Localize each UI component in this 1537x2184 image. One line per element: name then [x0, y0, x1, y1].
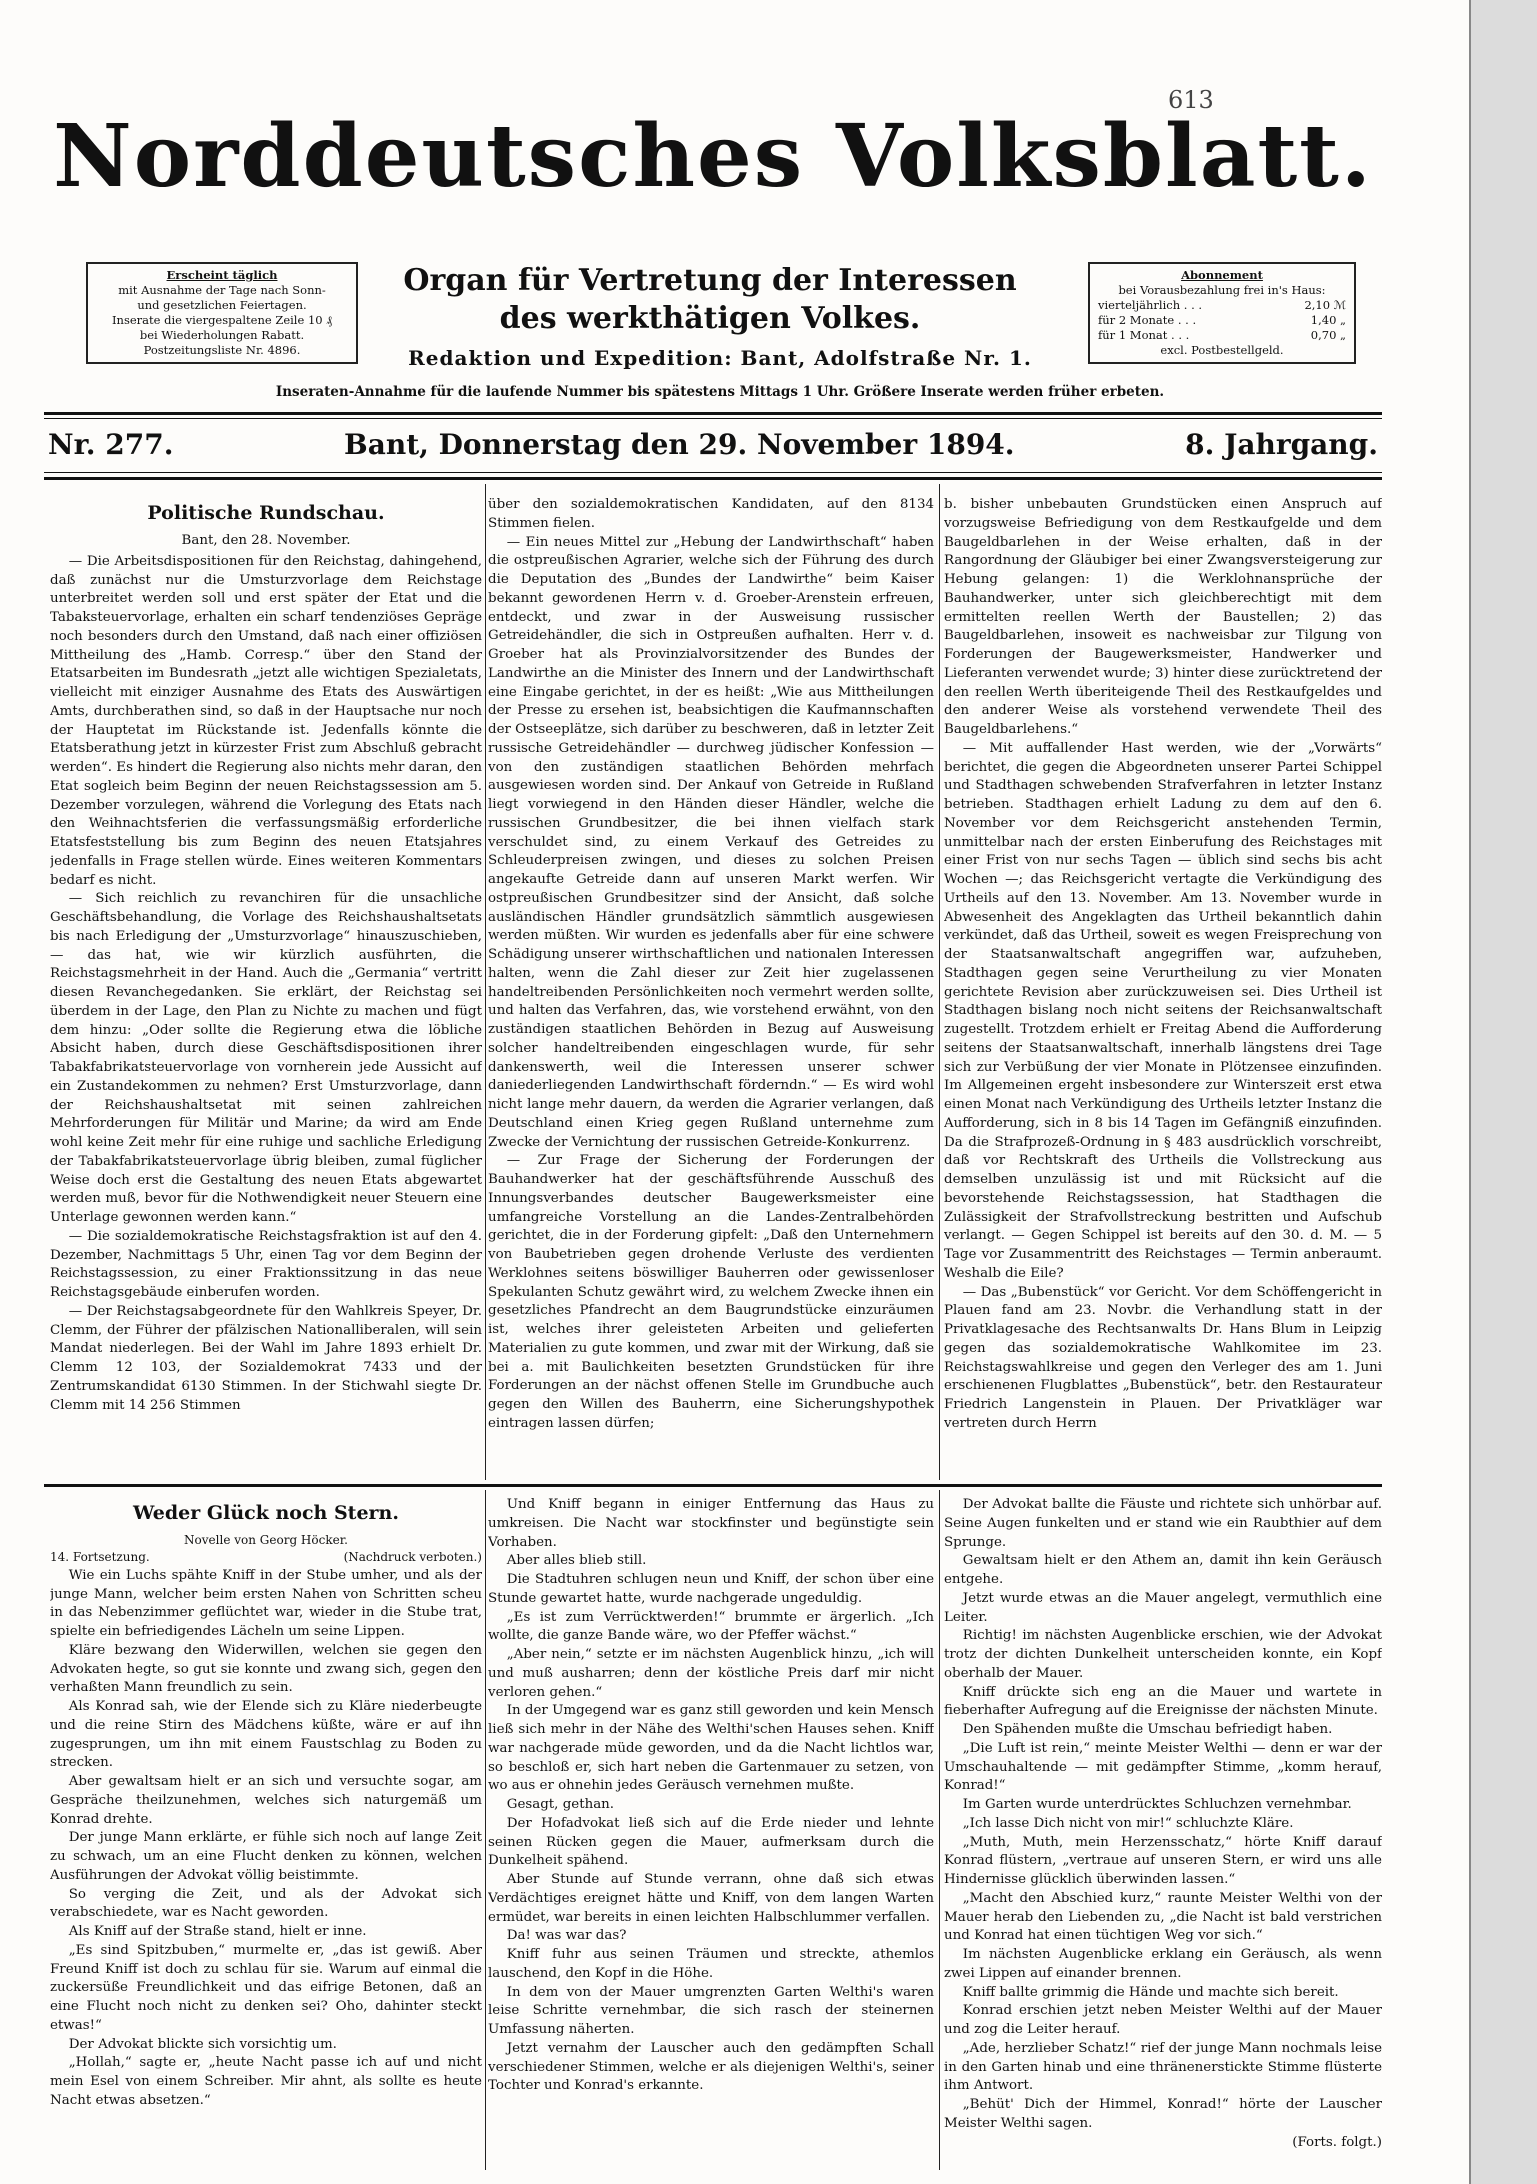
story-paragraph: „Ich lasse Dich nicht von mir!“ schluchzte Kläre. — [962, 1815, 1294, 1831]
story-paragraph: Der Hofadvokat ließ sich auf die Erde nieder und lehnte seinen Rücken gegen die Mauer, aufmerksam durch die Dunkelheit spähend. — [488, 1815, 934, 1869]
publication-info-box — [86, 262, 358, 364]
issue-number: Nr. 277. — [48, 428, 174, 461]
story-paragraph: Im nächsten Augenblicke erklang ein Geräusch, als wenn zwei Lippen auf einander brennen. — [944, 1947, 1382, 1981]
story-paragraph: Richtig! im nächsten Augenblicke erschien, wie der Advokat trotz der dichten Dunkelheit unterscheiden konnte, ein Kopf oberhalb der Mauer. — [944, 1628, 1382, 1681]
politics-column-2 — [488, 496, 934, 1476]
price-value: 2,10 ℳ — [1304, 298, 1346, 312]
rule — [44, 477, 1382, 480]
story-paragraph: Aber gewaltsam hielt er an sich und versuchte sogar, am Gespräche theilzunehmen, welches sich naturgemäß um Konrad drehte. — [50, 1774, 482, 1827]
story-paragraph: Kniff fuhr aus seinen Träumen und streckte, athemlos lauschend, den Kopf in die Höhe. — [488, 1947, 934, 1981]
story-paragraph: Gesagt, gethan. — [506, 1797, 615, 1812]
story-paragraph: „Muth, Muth, mein Herzensschatz,“ hörte Kniff darauf Konrad flüstern, „vertraue auf unseren Stern, er wird uns alle Hindernisse glücklich überwinden lassen.“ — [944, 1834, 1382, 1887]
price-value: 0,70 „ — [1310, 328, 1346, 342]
article-paragraph: — Sich reichlich zu revanchiren für die unsachliche Geschäftsbehandlung, die Vorlage des Reichshaushaltsetats bis nach Erledigung der „Umsturzvorlage“ hinauszuschieben, — das hat, wie wir kürzlich ausführten, die Reichstagsmehrheit in der Hand. Auch die „Germania“ vertritt diesen Revanchegedanken. Sie erklärt, der Reichstag sei überdem in der Lage, den Plan zu Nichte zu machen und fügt dem hinzu: „Oder sollte die Regierung etwa die löbliche Absicht haben, durch diese Geschäftsdispositionen ihrer Tabakfabrikatsteuervorlage von vornherein jede Aussicht auf ein Zustandekommen zu nehmen? Erst Umsturzvorlage, dann der Reichshaushaltsetat mit seinen zahlreichen Mehrforderungen für Militär und Marine; da wird am Ende wohl keine Zeit mehr für eine ruhige und sachliche Erledigung der Tabakfabrikatsteuervorlage übrig bleiben, zumal füglicher Weise doch erst die Gestaltung des neuen Etats abgewartet werden muß, bevor für die Nothwendigkeit neuer Steuern eine Unterlage gewonnen werden kann.“ — [50, 891, 482, 1225]
article-paragraph: über den sozialdemokratischen Kandidaten, auf den 8134 Stimmen fielen. — [488, 497, 934, 531]
story-paragraph: Da! was war das? — [506, 1928, 627, 1944]
story-paragraph: „Hollah,“ sagte er, „heute Nacht passe ich auf und nicht mein Esel von einem Schreiber. Mir ahnt, als sollte es heute Nacht etwas absetzen.“ — [50, 2055, 482, 2108]
editorial-address: Redaktion und Expedition: Bant, Adolfstraße Nr. 1. — [408, 346, 1032, 370]
column-rule — [939, 1490, 940, 2170]
article-paragraph: — Der Reichstagsabgeordnete für den Wahlkreis Speyer, Dr. Clemm, der Führer der pfälzischen Nationalliberalen, will sein Mandat niederlegen. Bei der Wahl im Jahre 1893 erhielt Dr. Clemm 12 103, der Sozialdemokrat 7433 und der Zentrumskandidat 6130 Stimmen. In der Stichwahl siegte Dr. Clemm mit 14 256 Stimmen — [50, 1303, 482, 1413]
price-value: 1,40 „ — [1310, 313, 1346, 327]
story-paragraph: Den Spähenden mußte die Umschau befriedigt haben. — [962, 1722, 1333, 1737]
story-paragraph: In dem von der Mauer umgrenzten Garten Welthi's waren leise Schritte vernehmbar, die sich rasch der steinernen Umfassung näherten. — [488, 1984, 934, 2037]
story-paragraph: Kniff ballte grimmig die Hände und machte sich bereit. — [962, 1984, 1339, 2000]
page-number: 613 — [1168, 86, 1214, 114]
binding-edge — [1469, 0, 1537, 2184]
subtitle-line: des werkthätigen Volkes. — [499, 301, 921, 336]
story-paragraph: Aber alles blieb still. — [506, 1553, 647, 1569]
section-heading: Politische Rundschau. — [147, 502, 385, 524]
article-paragraph: — Die sozialdemokratische Reichstagsfraktion ist auf den 4. Dezember, Nachmittags 5 Uhr, einen Tag vor dem Beginn der Reichstagssession, zu einer Fraktionssitzung in das neue Reichstagsgebäude einberufen worden. — [50, 1228, 482, 1300]
story-paragraph: Der Advokat blickte sich vorsichtig um. — [68, 2036, 337, 2052]
story-paragraph: Die Stadtuhren schlugen neun und Kniff, der schon über eine Stunde gewartet hatte, wurde nachgerade ungeduldig. — [488, 1572, 934, 1606]
price-row — [1098, 298, 1346, 313]
subscription-box — [1088, 262, 1356, 364]
continued-note: (Forts. folgt.) — [1292, 2134, 1382, 2150]
story-paragraph: Als Konrad sah, wie der Elende sich zu Kläre niederbeugte und die reine Stirn des Mädchens küßte, wäre er auf ihn zugesprungen, um ihn mit einem Faustschlag zu Boden zu strecken. — [50, 1699, 482, 1771]
subscription-intro: bei Vorausbezahlung frei in's Haus: — [1118, 283, 1326, 297]
price-label: vierteljährlich . . . — [1098, 298, 1203, 312]
info-line: mit Ausnahme der Tage nach Sonn- — [118, 283, 326, 297]
story-paragraph: Aber Stunde auf Stunde verrann, ohne daß sich etwas Verdächtiges ereignet hätte und Kniff, von dem langen Warten ermüdet, war bereits in einen leichten Halbschlummer verfallen. — [488, 1872, 934, 1925]
column-rule — [485, 484, 486, 1480]
story-paragraph: Gewaltsam hielt er den Athem an, damit ihn kein Geräusch entgehe. — [944, 1553, 1382, 1587]
feuilleton-column-2 — [488, 1496, 934, 2166]
story-paragraph: Und Kniff begann in einiger Entfernung das Haus zu umkreisen. Die Nacht war stockfinster und begünstigte sein Vorhaben. — [488, 1497, 934, 1550]
article-paragraph: — Die Arbeitsdispositionen für den Reichstag, dahingehend, daß zunächst nur die Umsturzvorlage dem Reichstage unterbreitet werden soll und erst später der Etat und die Tabaksteuervorlage, erhalten ein scharf tendenziöses Gepräge noch besonders durch den Umstand, daß nach einer offiziösen Mittheilung des „Hamb. Corresp.“ über den Stand der Etatsarbeiten im Bundesrath „jetzt alle wichtigen Spezialetats, vielleicht mit einziger Ausnahme des Etats des Auswärtigen Amts, durchberathen sind, so daß in der Hauptsache nur noch der Hauptetat im Rückstande ist. Jedenfalls könnte die Etatsberathung jetzt in kürzester Frist zum Abschluß gebracht werden“. Es hindert die Regierung also nichts mehr daran, den Etat sogleich beim Beginn der neuen Reichstagssession am 5. Dezember vorzulegen, während die Vorlegung des Etats nach den Weihnachtsferien die verfassungsmäßig erforderliche Etatsfeststellung bis zum Beginn des neuen Etatsjahres jedenfalls in Frage stellen würde. Eines weiteren Kommentars bedarf es nicht. — [50, 553, 482, 888]
story-paragraph: In der Umgegend war es ganz still geworden und kein Mensch ließ sich mehr in der Nähe des Welthi'schen Hauses sehen. Kniff war nachgerade müde geworden, und da die Nacht lichtlos war, so beschloß er, sich hart neben die Gartenmauer zu setzen, von wo aus er ohnehin jedes Geräusch vernehmen mußte. — [488, 1703, 934, 1794]
price-label: für 1 Monat . . . — [1098, 328, 1190, 342]
subtitle — [380, 262, 1040, 338]
story-paragraph: Konrad erschien jetzt neben Meister Welthi auf der Mauer und zog die Leiter herauf. — [944, 2003, 1382, 2037]
story-paragraph: „Es sind Spitzbuben,“ murmelte er, „das ist gewiß. Aber Freund Kniff ist doch zu schlau für sie. Warum auf einmal die zuckersüße Freundlichkeit und das eifrige Betonen, daß an eine Flucht noch nicht zu denken sei? Oho, dahinter steckt etwas!“ — [50, 1942, 482, 2033]
story-paragraph: „Es ist zum Verrücktwerden!“ brummte er ärgerlich. „Ich wollte, die ganze Bande wäre, wo der Pfeffer wächst.“ — [488, 1609, 934, 1644]
story-paragraph: Wie ein Luchs spähte Kniff in der Stube umher, und als der junge Mann, welcher beim ersten Nahen von Schritten scheu in das Nebenzimmer geflüchtet war, wieder in die Stube trat, spielte ein befriedigendes Lächeln um seine Lippen. — [50, 1567, 482, 1639]
story-paragraph: Der Advokat ballte die Fäuste und richtete sich unhörbar auf. Seine Augen funkelten und er stand wie ein Raubthier auf dem Sprunge. — [944, 1497, 1382, 1550]
price-row — [1098, 328, 1346, 343]
story-paragraph: Jetzt vernahm der Lauscher auch den gedämpften Schall verschiedener Stimmen, welche er als diejenigen Welthi's, seiner Tochter und Konrad's erkannte. — [488, 2040, 934, 2094]
info-line: Erscheint täglich — [166, 268, 278, 282]
story-title: Weder Glück noch Stern. — [133, 1502, 399, 1524]
story-paragraph: So verging die Zeit, und als der Advokat sich verabschiedete, war es Nacht geworden. — [50, 1886, 482, 1921]
rule — [44, 418, 1382, 419]
info-line: Inserate die viergespaltene Zeile 10 ₰ — [112, 313, 332, 327]
section-date: Bant, den 28. November. — [181, 533, 351, 548]
column-rule — [485, 1490, 486, 2170]
story-paragraph: Jetzt wurde etwas an die Mauer angelegt, vermuthlich eine Leiter. — [944, 1590, 1382, 1625]
politics-column-1 — [50, 496, 482, 1476]
story-paragraph: Im Garten wurde unterdrücktes Schluchzen vernehmbar. — [962, 1797, 1352, 1812]
story-paragraph: „Die Luft ist rein,“ meinte Meister Welthi — denn er war der Umschauhaltende — mit gedämpfter Stimme, „komm herauf, Konrad!“ — [944, 1740, 1382, 1794]
story-paragraph: „Aber nein,“ setzte er im nächsten Augenblick hinzu, „ich will und muß ausharren; denn der köstliche Preis darf mir nicht verloren gehen.“ — [488, 1647, 934, 1700]
story-continuation: 14. Fortsetzung. — [50, 1550, 150, 1564]
article-paragraph: — Zur Frage der Sicherung der Forderungen der Bauhandwerker hat der geschäftsführende Ausschuß des Innungsverbandes deutscher Baugewerksmeister eine umfangreiche Vorstellung an die Landes-Zentralbehörden gerichtet, die in der Forderung gipfelt: „Daß den Unternehmern von Baubetrieben gegen drohende Verluste des verdienten Werklohnes seitens böswilliger Bauherren oder gewissenloser Spekulanten Schutz gewährt wird, zu welchem Zwecke ihnen ein gesetzliches Pfandrecht an dem Baugrundstücke einzuräumen ist, welches ihrer geleisteten Arbeiten und gelieferten Materialien zu gute kommen, und zwar mit der Wirkung, daß sie bei a. mit Baulichkeiten besetzten Grundstücken für ihre Forderungen an der nächst offenen Stelle im Grundbuche auch gegen den Willen des Bauherrn, eine Sicherungshypothek eintragen lassen dürfen; — [488, 1153, 934, 1431]
article-paragraph: — Das „Bubenstück“ vor Gericht. Vor dem Schöffengericht in Plauen fand am 23. Novbr. die Verhandlung statt in der Privatklagesache des Rechtsanwalts Dr. Hans Blum in Leipzig gegen das sozialdemokratische Wahlkomitee im 23. Reichstagswahlkreise und gegen den Verleger des am 1. Juni erschienenen Flugblattes „Bubenstück“, betr. den Restaurateur Friedrich Langenstein in Plauen. Der Privatkläger war vertreten durch Herrn — [944, 1284, 1382, 1431]
subtitle-line: Organ für Vertretung der Interessen — [403, 263, 1017, 298]
issue-date: Bant, Donnerstag den 29. November 1894. — [344, 428, 1015, 461]
story-byline: Novelle von Georg Höcker. — [184, 1533, 348, 1547]
politics-column-3 — [944, 496, 1382, 1476]
rule — [44, 412, 1382, 415]
article-paragraph: b. bisher unbebauten Grundstücken einen Anspruch auf vorzugsweise Befriedigung von dem Restkaufgelde und dem Baugeldbarlehen in der Weise erhalten, daß in der Rangordnung der Gläubiger bei einer Zwangsversteigerung zur Hebung gelangen: 1) die Werklohnansprüche der Bauhandwerker, unter sich gleichberechtigt mit dem ermittelten reellen Werth der Baustellen; 2) das Baugeldbarlehen, insoweit es nachweisbar zur Tilgung von Forderungen der Baugewerksmeister, Handwerker und Lieferanten verwendet wurde; 3) hinter diese zurücktretend der den reellen Werth überiteigende Theil des Restkaufgeldes und den anderer Weise als vorstehend verwendete Theil des Baugeldbarlehens.“ — [944, 497, 1382, 737]
subscription-title: Abonnement — [1181, 268, 1263, 282]
column-rule — [939, 484, 940, 1480]
dateline — [48, 428, 1378, 461]
price-row — [1098, 313, 1346, 328]
feuilleton-column-3 — [944, 1496, 1382, 2166]
rule — [44, 472, 1382, 473]
feuilleton-rule — [44, 1484, 1382, 1487]
article-paragraph: — Mit auffallender Hast werden, wie der „Vorwärts“ berichtet, die gegen die Abgeordneten unserer Partei Schippel und Stadthagen schwebenden Strafverfahren in letzter Instanz betrieben. Stadthagen erhielt Ladung zu dem auf den 6. November vor dem Reichsgericht anstehenden Termin, unmittelbar nach der ersten Einberufung des Reichstages mit einer Frist von nur sechs Tagen — üblich sind sechs bis acht Wochen —; das Reichsgericht vertagte die Verkündigung des Urtheils auf den 13. November. Am 13. November wurde in Abwesenheit des Angeklagten das Urtheil bekanntlich dahin verkündet, daß das Urtheil, soweit es wegen Freisprechung von der Staatsanwaltschaft angegriffen war, aufzuheben, Stadthagen gegen seine Verurtheilung zu vier Monaten gerichtete Revision aber zurückzuweisen sei. Dies Urtheil ist Stadthagen bislang noch nicht seitens der Reichsanwaltschaft zugestellt. Trotzdem erhielt er Freitag Abend die Aufforderung seitens der Staatsanwaltschaft, innerhalb längstens drei Tage sich zur Verbüßung der vier Monate in Plötzensee einzufinden. Im Allgemeinen ergeht insbesondere zur Winterszeit erst etwa einen Monat nach Verkündigung des Urtheils letzter Instanz die Aufforderung, sich in 8 bis 14 Tagen im Gefängniß einzufinden. Da die Strafprozeß-Ordnung in § 483 ausdrücklich vorschreibt, daß vor Rechtskraft des Urtheils die Vollstreckung aus demselben unzulässig ist und mit Rücksicht auf die bevorstehende Reichstagssession, hat Stadthagen die Zulässigkeit der Strafvollstreckung bestritten und Aufschub verlangt. — Gegen Schippel ist bereits auf den 30. d. M. — 5 Tage vor Zusammentritt des Reichstages — Termin anberaumt. Weshalb die Eile? — [944, 740, 1382, 1281]
info-line: Postzeitungsliste Nr. 4896. — [143, 343, 301, 357]
reprint-notice: (Nachdruck verboten.) — [343, 1550, 482, 1564]
story-paragraph: „Macht den Abschied kurz,“ raunte Meister Welthi von der Mauer herab den Liebenden zu, „die Nacht ist bald verstrichen und Konrad hat einen tüchtigen Weg vor sich.“ — [944, 1890, 1382, 1944]
story-paragraph: Der junge Mann erklärte, er fühle sich noch auf lange Zeit zu schwach, um an eine Flucht denken zu können, welchen Ausführungen der Advokat völlig beistimmte. — [50, 1830, 482, 1883]
story-meta — [50, 1548, 482, 1567]
article-paragraph: — Ein neues Mittel zur „Hebung der Landwirthschaft“ haben die ostpreußischen Agrarier, welche sich der Führung des durch die Deputation des „Bundes der Landwirthe“ beim Kaiser bekannt gewordenen Herrn v. d. Groeber-Arenstein erfreuen, entdeckt, und zwar in der Ausweisung russischer Getreidehändler, die sich in Ostpreußen aufhalten. Herr v. d. Groeber hat als Provinzialvorsitzender des Bundes der Landwirthe an die Minister des Innern und der Landwirthschaft eine Eingabe gerichtet, in der es heißt: „Wie aus Mittheilungen der Presse zu ersehen ist, beabsichtigen die Kaufmannschaften der Ostseeplätze, sich darüber zu beschweren, daß in letzter Zeit russische Getreidehändler — durchweg jüdischer Konfession — von den zuständigen staatlichen Behörden mehrfach ausgewiesen worden sind. Der Ankauf von Getreide in Rußland liegt vorwiegend in den Händen dieser Händler, welche die russischen Grundbesitzer, die bei ihnen vielfach stark verschuldet sind, zu einem Verkauf des Getreides zu Schleuderpreisen zwingen, und dieses zu solchen Preisen angekaufte Getreide dann auf unseren Markt werfen. Wir ostpreußischen Grundbesitzer sind der Ansicht, daß solche ausländischen Händler grundsätzlich sämmtlich ausgewiesen werden müßten. Wir wurden es jedenfalls aber für eine schwere Schädigung unserer wirthschaftlichen und nationalen Interessen halten, wenn die Zahl dieser zur Zeit hier zugelassenen handeltreibenden Persönlichkeiten noch vermehrt werden sollte, und halten das Verfahren, das, wie vorstehend erwähnt, von den zuständigen staatlichen Behörden in Bezug auf Ausweisung solcher handeltreibenden eingeschlagen wurde, für sehr dankenswerth, weil die Interessen unserer schwer daniederliegenden Landwirthschaft förderndn.“ — Es wird wohl nicht lange mehr dauern, da werden die Agrarier verlangen, daß Deutschland einen Krieg gegen Rußland unternehme zum Zwecke der Vernichtung der russischen Getreide-Konkurrenz. — [488, 534, 934, 1150]
story-paragraph: „Ade, herzlieber Schatz!“ rief der junge Mann nochmals leise in den Garten hinab und eine thränenerstickte Stimme flüsterte ihm Antwort. — [944, 2040, 1382, 2094]
info-line: und gesetzlichen Feiertagen. — [137, 298, 307, 312]
story-paragraph: „Behüt' Dich der Himmel, Konrad!“ hörte der Lauscher Meister Welthi sagen. — [944, 2097, 1382, 2131]
masthead-title: Norddeutsches Volksblatt. — [53, 106, 1373, 207]
price-label: für 2 Monate . . . — [1098, 313, 1197, 327]
subscription-note: excl. Postbestellgeld. — [1160, 343, 1284, 357]
story-paragraph: Kniff drückte sich eng an die Mauer und wartete in fieberhafter Aufregung auf die Ereignisse der nächsten Minute. — [944, 1684, 1382, 1719]
info-line: bei Wiederholungen Rabatt. — [139, 328, 305, 342]
story-paragraph: Als Kniff auf der Straße stand, hielt er inne. — [68, 1924, 367, 1939]
story-paragraph: Kläre bezwang den Widerwillen, welchen sie gegen den Advokaten hegte, so gut sie konnte und zwang sich, gegen den verhaßten Mann freundlich zu sein. — [50, 1642, 482, 1696]
feuilleton-column-1 — [50, 1496, 482, 2166]
issue-year: 8. Jahrgang. — [1185, 428, 1378, 461]
advert-notice: Inseraten-Annahme für die laufende Nummer bis spätestens Mittags 1 Uhr. Größere Inserate werden früher erbeten. — [275, 384, 1165, 400]
